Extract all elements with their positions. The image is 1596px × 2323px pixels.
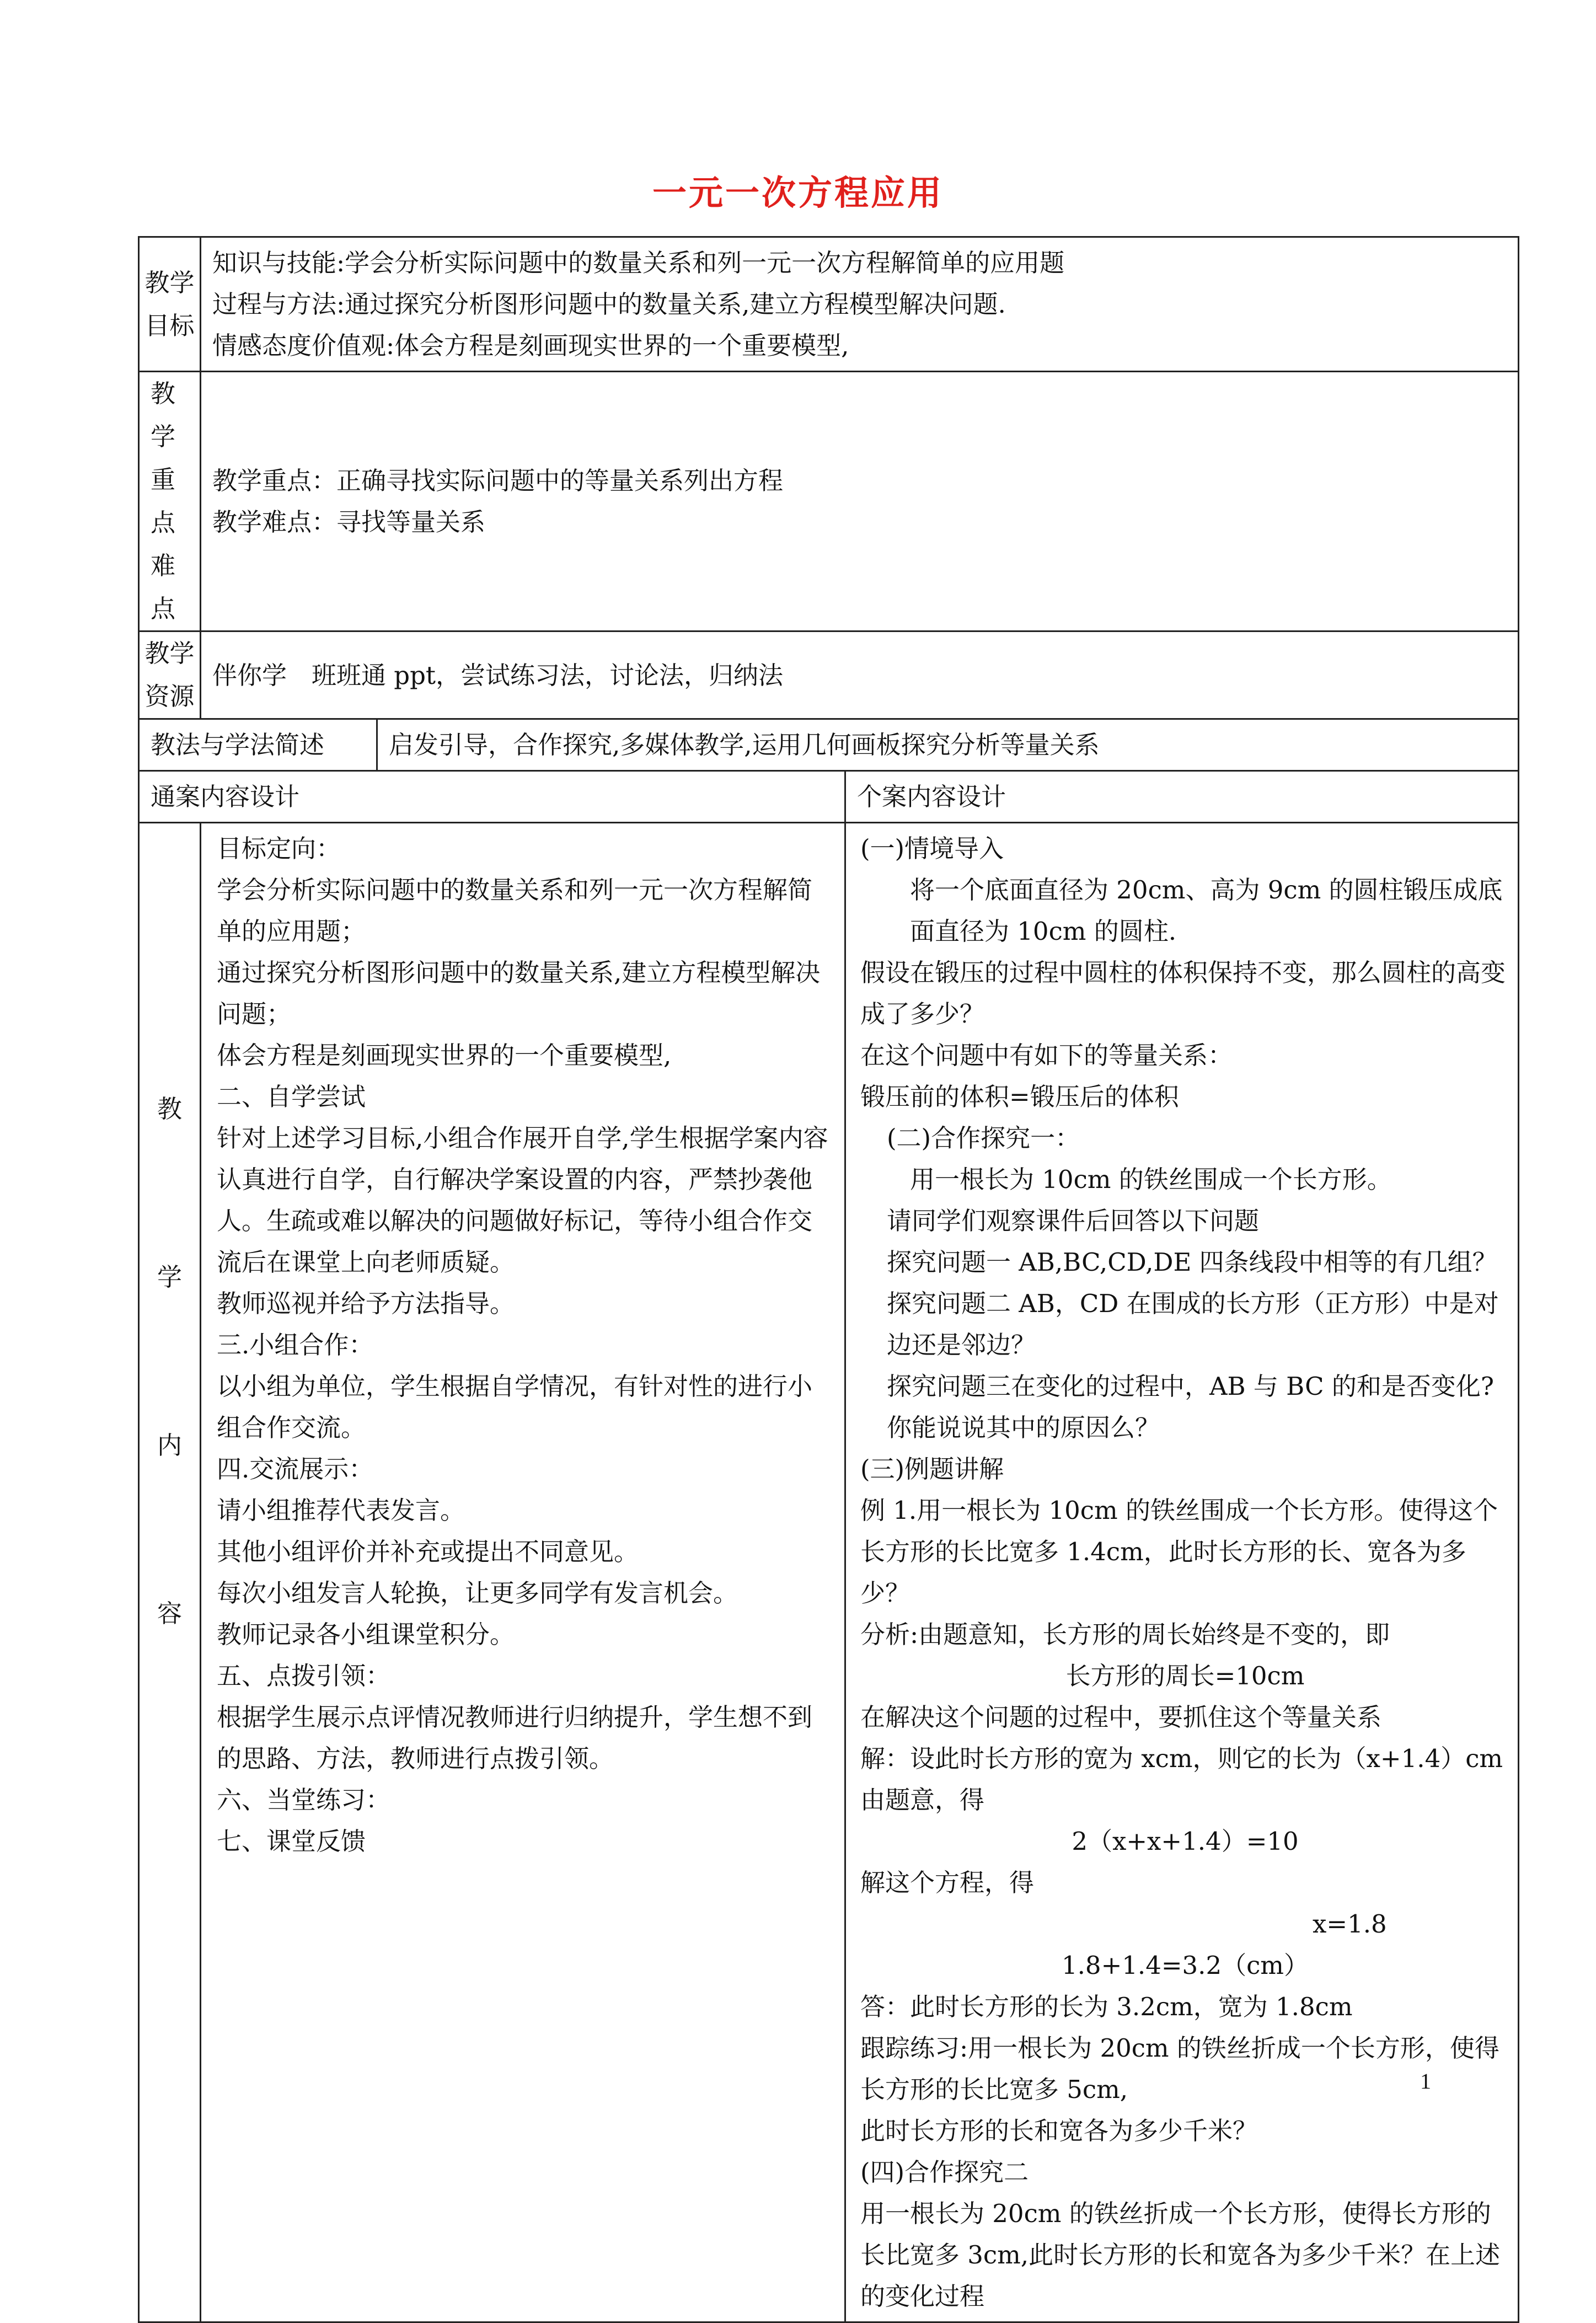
list-item: 在这个问题中有如下的等量关系： xyxy=(860,1041,1233,1070)
list-item: 探究问题二 AB，CD 在围成的长方形（正方形）中是对边还是邻边？ xyxy=(887,1289,1499,1359)
objective-knowledge: 知识与技能:学会分析实际问题中的数量关系和列一元一次方程解简单的应用题 xyxy=(212,248,1065,277)
methods-row xyxy=(139,719,1519,771)
list-item: 教师记录各小组课堂积分。 xyxy=(217,1620,515,1649)
resources-row xyxy=(139,631,1519,719)
list-item: 四.交流展示： xyxy=(217,1454,374,1484)
list-item: 根据学生展示点评情况教师进行归纳提升，学生想不到的思路、方法，教师进行点拨引领。 xyxy=(217,1703,813,1773)
list-item: 假设在锻压的过程中圆柱的体积保持不变，那么圆柱的高变成了多少？ xyxy=(860,958,1506,1029)
objectives-row xyxy=(139,237,1519,372)
lesson-plan-table xyxy=(138,236,1519,2323)
resources-content: 伴你学 班班通 ppt，尝试练习法，讨论法，归纳法 xyxy=(201,631,1519,719)
list-item: 目标定向： xyxy=(217,834,341,863)
content-row xyxy=(139,823,1519,2322)
list-item: 此时长方形的长和宽各为多少千米？ xyxy=(860,2116,1258,2145)
list-item: 在解决这个问题的过程中，要抓住这个等量关系 xyxy=(860,1703,1382,1732)
page-number: 1 xyxy=(1420,2069,1431,2094)
list-item: (三)例题讲解 xyxy=(860,1454,1004,1484)
objective-process: 过程与方法:通过探究分析图形问题中的数量关系,建立方程模型解决问题. xyxy=(212,290,1006,319)
objective-attitude: 情感态度价值观:体会方程是刻画现实世界的一个重要模型, xyxy=(212,331,849,360)
list-item: 由题意，得 xyxy=(860,1785,985,1814)
list-item: 针对上述学习目标,小组合作展开自学,学生根据学案内容认真进行自学，自行解决学案设置的内容，严禁抄袭他人。生疏或难以解决的问题做好标记，等待小组合作交流后在课堂上向老师质疑。 xyxy=(217,1123,828,1277)
list-item: 请小组推荐代表发言。 xyxy=(217,1496,465,1525)
list-item: 学会分析实际问题中的数量关系和列一元一次方程解简单的应用题； xyxy=(217,875,813,946)
individual-design-header: 个案内容设计 xyxy=(845,771,1519,823)
list-item: 用一根长为 10cm 的铁丝围成一个长方形。 xyxy=(910,1165,1392,1194)
list-item: 二、自学尝试 xyxy=(217,1082,366,1111)
list-item: 用一根长为 20cm 的铁丝折成一个长方形，使得长方形的长比宽多 3cm,此时长方形的长和宽各为多少千米？在上述的变化过程 xyxy=(860,2199,1501,2311)
list-item: 每次小组发言人轮换，让更多同学有发言机会。 xyxy=(217,1578,738,1608)
content-label: 教 学 内 容 xyxy=(139,823,201,2322)
list-item: 六、当堂练习： xyxy=(217,1785,391,1814)
key-point-focus: 教学重点：正确寻找实际问题中的等量关系列出方程 xyxy=(212,466,784,495)
resources-label: 教学 资源 xyxy=(139,631,201,719)
document-title: 一元一次方程应用 xyxy=(652,173,944,213)
individual-design-content xyxy=(845,823,1519,2322)
key-points-content xyxy=(201,372,1519,631)
list-item: 探究问题三在变化的过程中，AB 与 BC 的和是否变化?你能说说其中的原因么？ xyxy=(887,1372,1494,1442)
common-design-content xyxy=(201,823,845,2322)
list-item: 教师巡视并给予方法指导。 xyxy=(217,1289,515,1318)
list-item: 三.小组合作： xyxy=(217,1330,374,1359)
list-item: 以小组为单位，学生根据自学情况，有针对性的进行小组合作交流。 xyxy=(217,1372,813,1442)
list-item: 将一个底面直径为 20cm、高为 9cm 的圆柱锻压成底面直径为 10cm 的圆柱. xyxy=(910,875,1503,946)
objectives-content xyxy=(201,237,1519,372)
list-item: 分析:由题意知，长方形的周长始终是不变的，即 xyxy=(860,1620,1390,1649)
key-points-row xyxy=(139,372,1519,631)
list-item: (二)合作探究一： xyxy=(887,1123,1080,1153)
list-item: 请同学们观察课件后回答以下问题 xyxy=(887,1206,1260,1235)
methods-content: 启发引导，合作探究,多媒体教学,运用几何画板探究分析等量关系 xyxy=(377,719,1519,771)
list-item: 通过探究分析图形问题中的数量关系,建立方程模型解决问题； xyxy=(217,958,821,1029)
equation: 2（x+x+1.4）=10 xyxy=(1072,1827,1299,1856)
objectives-label: 教学 目标 xyxy=(139,237,201,372)
methods-label: 教法与学法简述 xyxy=(139,719,377,771)
list-item: 体会方程是刻画现实世界的一个重要模型, xyxy=(217,1041,672,1070)
list-item: 探究问题一 AB,BC,CD,DE 四条线段中相等的有几组？ xyxy=(887,1248,1497,1277)
list-item: 锻压前的体积=锻压后的体积 xyxy=(860,1082,1179,1111)
list-item: 长方形的周长=10cm xyxy=(1065,1661,1305,1690)
equation: 1.8+1.4=3.2（cm） xyxy=(1062,1951,1309,1980)
key-point-difficulty: 教学难点：寻找等量关系 xyxy=(212,507,486,537)
list-item: 解这个方程，得 xyxy=(860,1868,1035,1897)
list-item: (一)情境导入 xyxy=(860,834,1004,863)
list-item: 跟踪练习:用一根长为 20cm 的铁丝折成一个长方形，使得长方形的长比宽多 5cm, xyxy=(860,2033,1499,2104)
list-item: 答：此时长方形的长为 3.2cm，宽为 1.8cm xyxy=(860,1992,1353,2021)
list-item: 其他小组评价并补充或提出不同意见。 xyxy=(217,1537,639,1566)
list-item: (四)合作探究二 xyxy=(860,2158,1029,2187)
list-item: 七、课堂反馈 xyxy=(217,1827,366,1856)
list-item: 解：设此时长方形的宽为 xcm，则它的长为（x+1.4）cm xyxy=(860,1744,1503,1773)
list-item: 五、点拨引领： xyxy=(217,1661,391,1690)
equation: x=1.8 xyxy=(1313,1909,1387,1939)
common-design-header: 通案内容设计 xyxy=(139,771,845,823)
key-points-label: 教 学 重 点 难 点 xyxy=(139,372,201,631)
list-item: 例 1.用一根长为 10cm 的铁丝围成一个长方形。使得这个长方形的长比宽多 1.4cm，此时长方形的长、宽各为多少？ xyxy=(860,1496,1498,1608)
section-header-row xyxy=(139,771,1519,823)
